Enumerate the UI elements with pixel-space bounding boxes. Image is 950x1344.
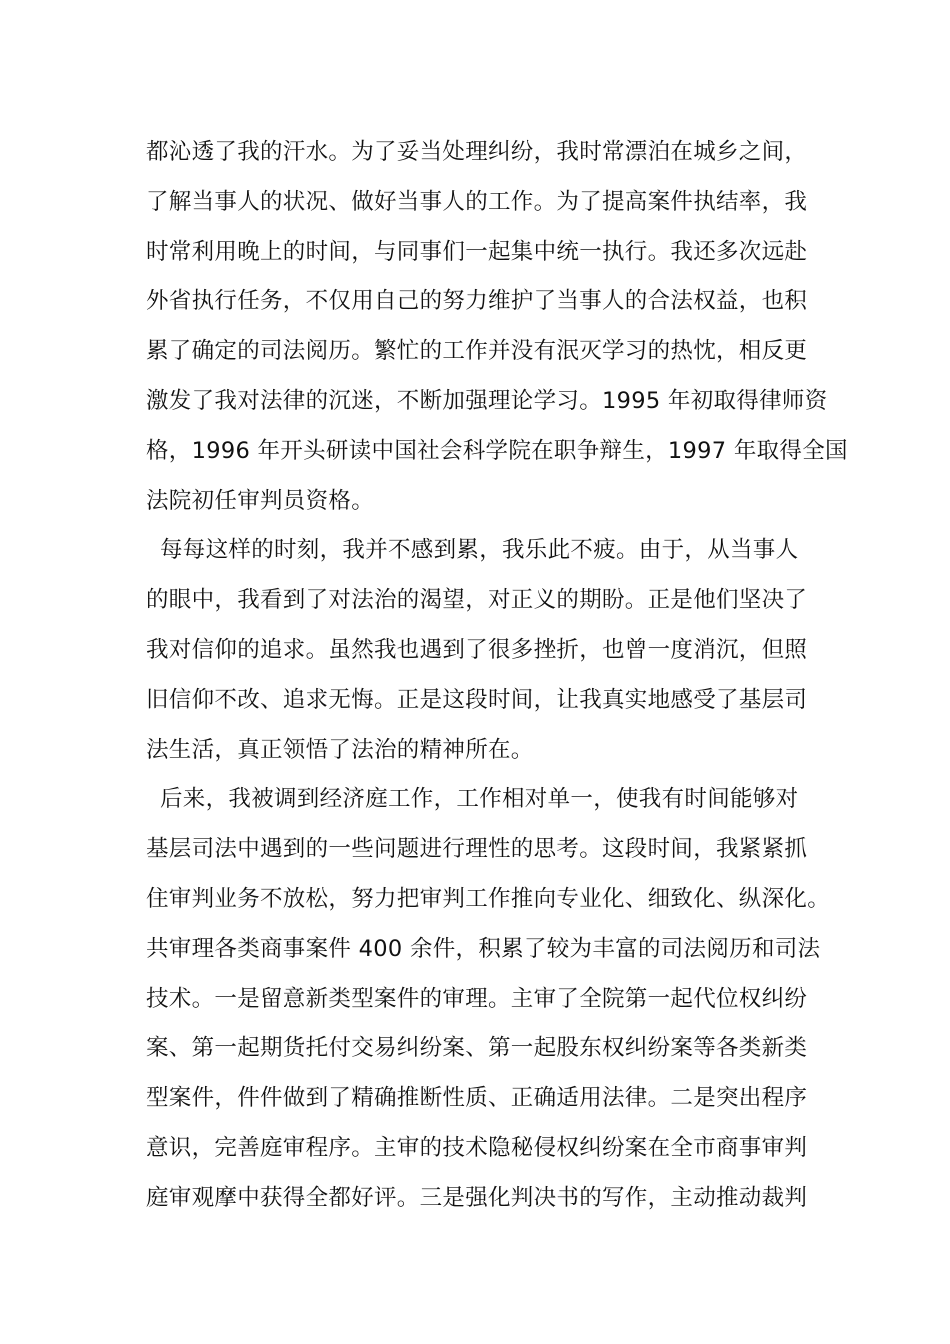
text-line: 法院初任审判员资格。	[146, 487, 375, 514]
text-line: 后来，我被调到经济庭工作，工作相对单一，使我有时间能够对	[160, 786, 799, 813]
text-line: 技术。一是留意新类型案件的审理。主审了全院第一起代位权纠纷	[146, 985, 808, 1012]
text-line: 了解当事人的状况、做好当事人的工作。为了提高案件执结率，我	[146, 188, 808, 215]
text-line: 都沁透了我的汗水。为了妥当处理纠纷，我时常漂泊在城乡之间，	[146, 139, 808, 165]
text-line: 旧信仰不改、追求无悔。正是这段时间，让我真实地感受了基层司	[146, 686, 808, 713]
text-line: 共审理各类商事案件 400 余件，积累了较为丰富的司法阅历和司法	[146, 935, 821, 962]
text-line: 我对信仰的追求。虽然我也遇到了很多挫折，也曾一度消沉，但照	[146, 636, 808, 663]
text-line: 案、第一起期货托付交易纠纷案、第一起股东权纠纷案等各类新类	[146, 1035, 808, 1062]
text-line: 每每这样的时刻，我并不感到累，我乐此不疲。由于，从当事人	[160, 537, 799, 564]
body-text	[146, 128, 848, 1224]
text-line: 激发了我对法律的沉迷，不断加强理论学习。1995 年初取得律师资	[146, 387, 828, 414]
text-line: 庭审观摩中获得全都好评。三是强化判决书的写作，主动推动裁判	[146, 1184, 808, 1211]
text-line: 基层司法中遇到的一些问题进行理性的思考。这段时间，我紧紧抓	[146, 836, 808, 863]
text-line: 时常利用晚上的时间，与同事们一起集中统一执行。我还多次远赴	[146, 238, 808, 265]
text-line: 住审判业务不放松，努力把审判工作推向专业化、细致化、纵深化。	[146, 885, 831, 912]
text-line: 的眼中，我看到了对法治的渴望，对正义的期盼。正是他们坚决了	[146, 587, 808, 614]
text-line: 法生活，真正领悟了法治的精神所在。	[146, 736, 534, 763]
text-line: 外省执行任务，不仅用自己的努力维护了当事人的合法权益，也积	[146, 288, 808, 315]
text-line: 意识，完善庭审程序。主审的技术隐秘侵权纠纷案在全市商事审判	[146, 1134, 808, 1161]
text-line: 格，1996 年开头研读中国社会科学院在职争辩生，1997 年取得全国	[146, 437, 848, 464]
text-line: 累了确定的司法阅历。繁忙的工作并没有泯灭学习的热忱，相反更	[146, 338, 808, 365]
text-line: 型案件，件件做到了精确推断性质、正确适用法律。二是突出程序	[146, 1085, 808, 1112]
